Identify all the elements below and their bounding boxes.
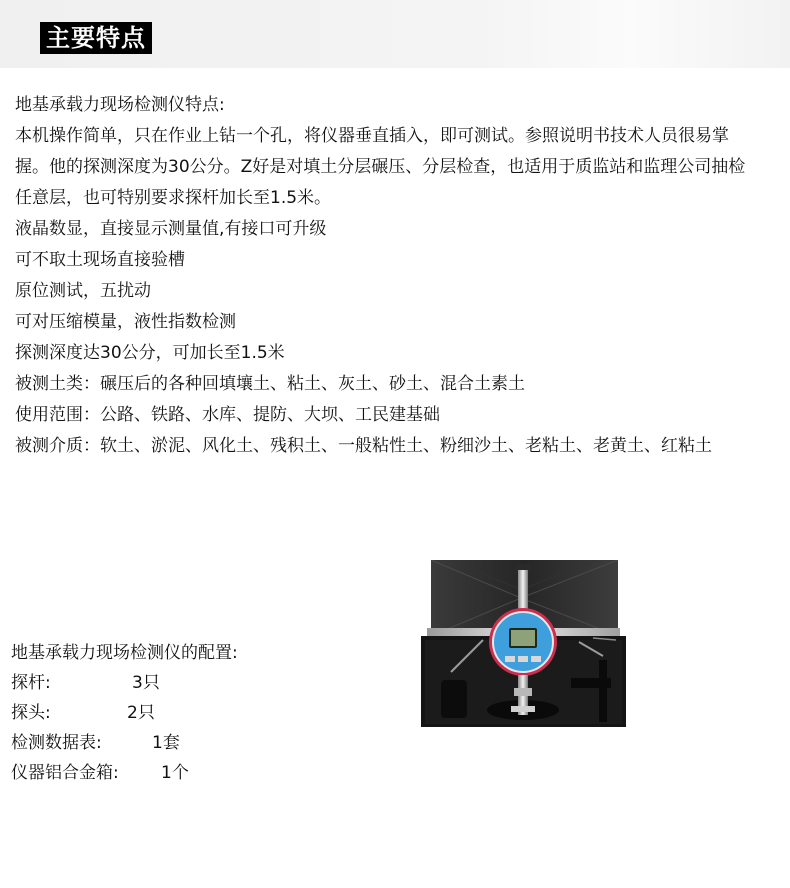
feature-item: 可不取土现场直接验槽 xyxy=(15,250,185,270)
config-row xyxy=(11,758,411,788)
feature-item: 探测深度达30公分，可加长至1.5米 xyxy=(15,343,285,363)
config-item-qty: 2只 xyxy=(127,703,155,723)
config-item-qty: 3只 xyxy=(132,673,160,693)
config-row xyxy=(11,698,411,728)
config-item-name: 检测数据表: xyxy=(11,733,102,753)
config-item-name: 仪器铝合金箱: xyxy=(11,763,119,783)
config-item-qty: 1套 xyxy=(152,733,180,753)
product-photo xyxy=(421,560,626,727)
feature-item: 被测介质：软土、淤泥、风化土、残积土、一般粘性土、粉细沙土、老粘土、老黄土、红粘土 xyxy=(15,436,712,456)
soil-bearing-tester-icon xyxy=(421,560,626,727)
features-heading: 地基承载力现场检测仪特点: xyxy=(15,95,225,115)
config-row xyxy=(11,668,411,698)
feature-item: 使用范围：公路、铁路、水库、提防、大坝、工民建基础 xyxy=(15,405,440,425)
section-title: 主要特点 xyxy=(40,22,152,54)
config-row xyxy=(11,728,411,758)
config-item-name: 探杆: xyxy=(11,673,51,693)
features-section xyxy=(15,90,760,462)
feature-item: 原位测试，五扰动 xyxy=(15,281,151,301)
feature-item: 被测土类：碾压后的各种回填壤土、粘土、灰土、砂土、混合土素土 xyxy=(15,374,525,394)
config-item-name: 探头: xyxy=(11,703,51,723)
config-item-qty: 1个 xyxy=(161,763,189,783)
feature-item: 可对压缩模量，液性指数检测 xyxy=(15,312,236,332)
feature-item: 液晶数显，直接显示测量值,有接口可升级 xyxy=(15,219,327,239)
config-heading: 地基承载力现场检测仪的配置: xyxy=(11,643,238,663)
config-section xyxy=(11,638,411,788)
features-paragraph: 本机操作简单，只在作业上钻一个孔，将仪器垂直插入，即可测试。参照说明书技术人员很易掌握。他的探测深度为30公分。Z好是对填土分层碾压、分层检查，也适用于质监站和监理公司抽检任意层，也可特别要求探杆加长至1.5米。 xyxy=(15,126,746,208)
